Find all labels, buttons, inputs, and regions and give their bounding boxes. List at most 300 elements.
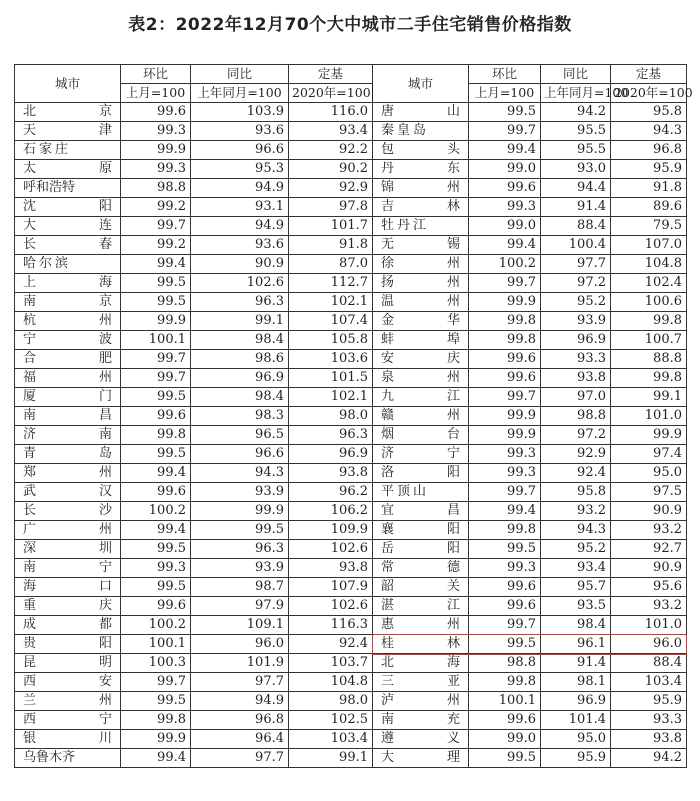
city-cell-right: 牡丹江: [373, 217, 469, 236]
yoy-header-right: 同比: [541, 65, 611, 84]
mom-cell-left: 100.2: [121, 616, 191, 635]
mom-header-right: 环比: [469, 65, 541, 84]
base-cell-right: 95.6: [611, 578, 687, 597]
yoy-cell-right: 97.0: [541, 388, 611, 407]
mom-cell-right: 99.3: [469, 559, 541, 578]
mom-cell-left: 100.2: [121, 502, 191, 521]
base-cell-left: 103.6: [289, 350, 373, 369]
yoy-cell-left: 93.9: [191, 559, 289, 578]
base-cell-left: 112.7: [289, 274, 373, 293]
mom-cell-right: 99.3: [469, 198, 541, 217]
base-cell-left: 87.0: [289, 255, 373, 274]
city-cell-left: 太 原: [15, 160, 121, 179]
table-row: [15, 160, 687, 179]
mom-cell-left: 99.5: [121, 274, 191, 293]
table-header: [15, 65, 693, 103]
table-row: [15, 274, 687, 293]
yoy-subheader-right: 上年同月=100: [541, 84, 611, 103]
city-header-right: 城市: [373, 65, 469, 103]
yoy-cell-right: 93.3: [541, 350, 611, 369]
base-cell-right: 101.0: [611, 407, 687, 426]
table-row: [15, 616, 687, 635]
yoy-cell-left: 94.9: [191, 217, 289, 236]
mom-cell-left: 99.9: [121, 312, 191, 331]
mom-cell-right: 99.5: [469, 635, 541, 654]
city-cell-left: 福 州: [15, 369, 121, 388]
yoy-cell-left: 101.9: [191, 654, 289, 673]
base-cell-left: 101.5: [289, 369, 373, 388]
base-cell-left: 93.4: [289, 122, 373, 141]
yoy-cell-left: 93.6: [191, 122, 289, 141]
mom-cell-left: 99.4: [121, 464, 191, 483]
city-cell-left: 北 京: [15, 103, 121, 122]
table-row: [15, 331, 687, 350]
city-cell-left: 大 连: [15, 217, 121, 236]
base-cell-left: 102.1: [289, 388, 373, 407]
mom-cell-left: 98.8: [121, 179, 191, 198]
base-cell-right: 99.8: [611, 369, 687, 388]
mom-cell-left: 100.1: [121, 331, 191, 350]
city-cell-right: 金 华: [373, 312, 469, 331]
table-row: [15, 540, 687, 559]
mom-cell-right: 99.6: [469, 369, 541, 388]
yoy-cell-right: 93.0: [541, 160, 611, 179]
mom-cell-left: 99.3: [121, 122, 191, 141]
yoy-cell-right: 92.9: [541, 445, 611, 464]
city-cell-right: 锦 州: [373, 179, 469, 198]
mom-cell-left: 99.9: [121, 730, 191, 749]
city-cell-right: 遵 义: [373, 730, 469, 749]
yoy-cell-right: 95.7: [541, 578, 611, 597]
mom-cell-right: 99.7: [469, 122, 541, 141]
yoy-cell-right: 93.9: [541, 312, 611, 331]
yoy-cell-right: 97.2: [541, 274, 611, 293]
mom-cell-right: 99.4: [469, 141, 541, 160]
mom-cell-left: 99.5: [121, 293, 191, 312]
city-cell-right: 温 州: [373, 293, 469, 312]
yoy-cell-right: 98.8: [541, 407, 611, 426]
city-cell-left: 哈尔滨: [15, 255, 121, 274]
city-cell-left: 重 庆: [15, 597, 121, 616]
base-cell-left: 98.0: [289, 692, 373, 711]
city-cell-left: 武 汉: [15, 483, 121, 502]
base-cell-left: 102.6: [289, 540, 373, 559]
table-row: [15, 464, 687, 483]
city-cell-left: 银 川: [15, 730, 121, 749]
yoy-cell-left: 96.6: [191, 445, 289, 464]
city-cell-right: 蚌 埠: [373, 331, 469, 350]
yoy-cell-left: 98.7: [191, 578, 289, 597]
base-cell-right: 90.9: [611, 502, 687, 521]
city-cell-right: 常 德: [373, 559, 469, 578]
mom-cell-right: 99.7: [469, 388, 541, 407]
mom-cell-right: 99.3: [469, 445, 541, 464]
yoy-cell-right: 96.9: [541, 692, 611, 711]
table-row: [15, 312, 687, 331]
mom-cell-right: 99.7: [469, 274, 541, 293]
base-cell-left: 91.8: [289, 236, 373, 255]
mom-cell-right: 99.0: [469, 160, 541, 179]
city-cell-left: 贵 阳: [15, 635, 121, 654]
table-row: [15, 388, 687, 407]
base-cell-left: 96.9: [289, 445, 373, 464]
city-cell-right: 岳 阳: [373, 540, 469, 559]
mom-cell-right: 99.8: [469, 312, 541, 331]
mom-cell-left: 99.4: [121, 521, 191, 540]
city-cell-right: 安 庆: [373, 350, 469, 369]
yoy-cell-left: 96.5: [191, 426, 289, 445]
base-cell-right: 97.5: [611, 483, 687, 502]
page-title: 表2：2022年12月70个大中城市二手住宅销售价格指数: [128, 15, 572, 35]
base-cell-left: 98.0: [289, 407, 373, 426]
base-cell-right: 93.8: [611, 730, 687, 749]
yoy-cell-left: 96.4: [191, 730, 289, 749]
city-cell-right: 南 充: [373, 711, 469, 730]
base-cell-left: 103.4: [289, 730, 373, 749]
mom-cell-right: 100.2: [469, 255, 541, 274]
yoy-cell-right: 94.2: [541, 103, 611, 122]
city-cell-right: 扬 州: [373, 274, 469, 293]
base-cell-left: 96.3: [289, 426, 373, 445]
mom-cell-right: 98.8: [469, 654, 541, 673]
mom-cell-left: 99.6: [121, 483, 191, 502]
table-row: [15, 597, 687, 616]
base-cell-left: 92.4: [289, 635, 373, 654]
city-cell-right: 赣 州: [373, 407, 469, 426]
mom-cell-left: 99.6: [121, 407, 191, 426]
mom-cell-left: 99.4: [121, 749, 191, 768]
city-cell-right: 包 头: [373, 141, 469, 160]
mom-cell-left: 100.1: [121, 635, 191, 654]
city-cell-right: 九 江: [373, 388, 469, 407]
table-row: [15, 749, 687, 768]
yoy-cell-right: 94.4: [541, 179, 611, 198]
yoy-cell-left: 99.5: [191, 521, 289, 540]
table-row: [15, 141, 687, 160]
base-cell-left: 107.9: [289, 578, 373, 597]
city-cell-left: 上 海: [15, 274, 121, 293]
mom-cell-left: 99.4: [121, 255, 191, 274]
base-cell-right: 79.5: [611, 217, 687, 236]
base-cell-right: 93.2: [611, 597, 687, 616]
yoy-cell-left: 103.9: [191, 103, 289, 122]
yoy-cell-right: 91.4: [541, 654, 611, 673]
mom-cell-right: 99.9: [469, 426, 541, 445]
yoy-cell-left: 102.6: [191, 274, 289, 293]
city-cell-left: 南 京: [15, 293, 121, 312]
table-row: [15, 521, 687, 540]
base-cell-right: 88.8: [611, 350, 687, 369]
city-cell-left: 长 沙: [15, 502, 121, 521]
city-cell-left: 海 口: [15, 578, 121, 597]
city-cell-right: 宜 昌: [373, 502, 469, 521]
base-cell-left: 116.3: [289, 616, 373, 635]
yoy-cell-right: 88.4: [541, 217, 611, 236]
base-cell-right: 100.6: [611, 293, 687, 312]
mom-cell-right: 99.3: [469, 464, 541, 483]
base-subheader-right: 2020年=100: [611, 84, 687, 103]
yoy-cell-left: 96.0: [191, 635, 289, 654]
city-cell-right: 吉 林: [373, 198, 469, 217]
yoy-subheader-left: 上年同月=100: [191, 84, 289, 103]
table-row: [15, 179, 687, 198]
mom-cell-right: 99.5: [469, 540, 541, 559]
base-cell-right: 92.7: [611, 540, 687, 559]
city-cell-left: 深 圳: [15, 540, 121, 559]
base-cell-left: 90.2: [289, 160, 373, 179]
yoy-cell-left: 94.9: [191, 179, 289, 198]
table-row: [15, 578, 687, 597]
city-cell-left: 呼和浩特: [15, 179, 121, 198]
city-cell-right: 徐 州: [373, 255, 469, 274]
mom-cell-right: 99.6: [469, 711, 541, 730]
city-cell-left: 兰 州: [15, 692, 121, 711]
table-row: [15, 654, 687, 673]
mom-cell-right: 99.6: [469, 350, 541, 369]
mom-cell-left: 99.6: [121, 597, 191, 616]
mom-subheader-left: 上月=100: [121, 84, 191, 103]
city-cell-left: 南 昌: [15, 407, 121, 426]
table-row: [15, 483, 687, 502]
city-cell-right: 秦皇岛: [373, 122, 469, 141]
base-cell-right: 94.3: [611, 122, 687, 141]
base-cell-right: 103.4: [611, 673, 687, 692]
mom-cell-right: 99.9: [469, 407, 541, 426]
mom-cell-right: 100.1: [469, 692, 541, 711]
city-cell-left: 济 南: [15, 426, 121, 445]
city-cell-right: 泉 州: [373, 369, 469, 388]
base-cell-right: 95.9: [611, 160, 687, 179]
base-cell-right: 99.8: [611, 312, 687, 331]
yoy-cell-left: 96.3: [191, 540, 289, 559]
mom-cell-right: 99.8: [469, 673, 541, 692]
yoy-cell-left: 94.3: [191, 464, 289, 483]
mom-cell-left: 99.7: [121, 217, 191, 236]
base-cell-right: 104.8: [611, 255, 687, 274]
mom-cell-left: 100.3: [121, 654, 191, 673]
base-cell-left: 102.1: [289, 293, 373, 312]
table-row: [15, 445, 687, 464]
mom-cell-left: 99.8: [121, 426, 191, 445]
mom-cell-right: 99.4: [469, 236, 541, 255]
city-cell-right: 洛 阳: [373, 464, 469, 483]
mom-cell-right: 99.5: [469, 749, 541, 768]
base-cell-right: 99.9: [611, 426, 687, 445]
city-cell-left: 乌鲁木齐: [15, 749, 121, 768]
table-row: [15, 407, 687, 426]
city-cell-left: 厦 门: [15, 388, 121, 407]
table-row: [15, 217, 687, 236]
yoy-cell-right: 93.8: [541, 369, 611, 388]
yoy-cell-left: 93.9: [191, 483, 289, 502]
mom-cell-right: 99.7: [469, 616, 541, 635]
yoy-cell-left: 98.4: [191, 388, 289, 407]
mom-cell-right: 99.6: [469, 597, 541, 616]
table-row: [15, 673, 687, 692]
city-cell-right: 襄 阳: [373, 521, 469, 540]
base-cell-left: 93.8: [289, 559, 373, 578]
city-cell-left: 沈 阳: [15, 198, 121, 217]
base-cell-left: 103.7: [289, 654, 373, 673]
yoy-cell-right: 95.2: [541, 293, 611, 312]
yoy-cell-right: 97.7: [541, 255, 611, 274]
base-cell-left: 97.8: [289, 198, 373, 217]
city-cell-right: 韶 关: [373, 578, 469, 597]
base-cell-left: 96.2: [289, 483, 373, 502]
yoy-cell-right: 95.2: [541, 540, 611, 559]
yoy-cell-left: 96.3: [191, 293, 289, 312]
city-cell-right: 桂 林: [373, 635, 469, 654]
base-header-left: 定基: [289, 65, 373, 84]
yoy-cell-left: 97.7: [191, 749, 289, 768]
base-cell-left: 106.2: [289, 502, 373, 521]
yoy-cell-left: 96.6: [191, 141, 289, 160]
base-cell-left: 99.1: [289, 749, 373, 768]
yoy-cell-left: 96.9: [191, 369, 289, 388]
mom-cell-left: 99.9: [121, 141, 191, 160]
yoy-cell-left: 99.1: [191, 312, 289, 331]
yoy-cell-right: 95.5: [541, 122, 611, 141]
city-cell-right: 湛 江: [373, 597, 469, 616]
base-cell-right: 96.8: [611, 141, 687, 160]
city-header-left: 城市: [15, 65, 121, 103]
base-cell-right: 99.1: [611, 388, 687, 407]
city-cell-right: 丹 东: [373, 160, 469, 179]
city-cell-left: 宁 波: [15, 331, 121, 350]
yoy-cell-right: 97.2: [541, 426, 611, 445]
mom-cell-right: 99.7: [469, 483, 541, 502]
yoy-cell-left: 98.3: [191, 407, 289, 426]
city-cell-left: 杭 州: [15, 312, 121, 331]
yoy-cell-right: 96.9: [541, 331, 611, 350]
base-cell-right: 101.0: [611, 616, 687, 635]
base-cell-right: 102.4: [611, 274, 687, 293]
city-cell-right: 济 宁: [373, 445, 469, 464]
table-row: [15, 198, 687, 217]
base-cell-left: 109.9: [289, 521, 373, 540]
table-row: [15, 692, 687, 711]
table-row: [15, 293, 687, 312]
table-row: [15, 255, 687, 274]
city-cell-left: 合 肥: [15, 350, 121, 369]
yoy-cell-right: 91.4: [541, 198, 611, 217]
yoy-cell-right: 93.5: [541, 597, 611, 616]
mom-cell-left: 99.3: [121, 160, 191, 179]
mom-cell-right: 99.9: [469, 293, 541, 312]
yoy-cell-right: 95.0: [541, 730, 611, 749]
base-cell-right: 93.2: [611, 521, 687, 540]
table-row: [15, 730, 687, 749]
yoy-cell-right: 101.4: [541, 711, 611, 730]
base-subheader-left: 2020年=100: [289, 84, 373, 103]
table-row: [15, 369, 687, 388]
yoy-cell-right: 98.1: [541, 673, 611, 692]
yoy-cell-right: 92.4: [541, 464, 611, 483]
base-cell-right: 90.9: [611, 559, 687, 578]
yoy-cell-right: 96.1: [541, 635, 611, 654]
yoy-cell-right: 95.9: [541, 749, 611, 768]
mom-cell-right: 99.6: [469, 578, 541, 597]
base-cell-right: 96.0: [611, 635, 687, 654]
city-cell-right: 泸 州: [373, 692, 469, 711]
base-cell-left: 116.0: [289, 103, 373, 122]
mom-subheader-right: 上月=100: [469, 84, 541, 103]
table-row: [15, 711, 687, 730]
city-cell-left: 西 安: [15, 673, 121, 692]
yoy-cell-right: 98.4: [541, 616, 611, 635]
mom-cell-left: 99.6: [121, 103, 191, 122]
mom-cell-left: 99.5: [121, 692, 191, 711]
base-cell-right: 89.6: [611, 198, 687, 217]
base-cell-right: 100.7: [611, 331, 687, 350]
yoy-cell-right: 95.5: [541, 141, 611, 160]
table-row: [15, 426, 687, 445]
city-cell-left: 郑 州: [15, 464, 121, 483]
table-row: [15, 350, 687, 369]
city-cell-left: 长 春: [15, 236, 121, 255]
mom-cell-right: 99.6: [469, 179, 541, 198]
yoy-cell-right: 93.4: [541, 559, 611, 578]
table-row: [15, 502, 687, 521]
mom-cell-left: 99.2: [121, 198, 191, 217]
base-cell-left: 101.7: [289, 217, 373, 236]
yoy-cell-left: 93.6: [191, 236, 289, 255]
yoy-cell-left: 109.1: [191, 616, 289, 635]
mom-cell-left: 99.5: [121, 388, 191, 407]
mom-cell-left: 99.7: [121, 369, 191, 388]
city-cell-right: 唐 山: [373, 103, 469, 122]
city-cell-left: 广 州: [15, 521, 121, 540]
yoy-cell-left: 90.9: [191, 255, 289, 274]
base-cell-right: 88.4: [611, 654, 687, 673]
yoy-cell-left: 99.9: [191, 502, 289, 521]
base-cell-left: 102.6: [289, 597, 373, 616]
base-cell-left: 105.8: [289, 331, 373, 350]
yoy-cell-left: 98.6: [191, 350, 289, 369]
mom-cell-right: 99.8: [469, 331, 541, 350]
yoy-cell-left: 97.9: [191, 597, 289, 616]
yoy-cell-left: 94.9: [191, 692, 289, 711]
base-cell-right: 95.9: [611, 692, 687, 711]
city-cell-right: 三 亚: [373, 673, 469, 692]
mom-cell-right: 99.0: [469, 217, 541, 236]
city-cell-left: 成 都: [15, 616, 121, 635]
yoy-cell-right: 100.4: [541, 236, 611, 255]
base-cell-right: 94.2: [611, 749, 687, 768]
base-cell-right: 95.0: [611, 464, 687, 483]
city-cell-left: 天 津: [15, 122, 121, 141]
mom-cell-left: 99.7: [121, 673, 191, 692]
yoy-cell-left: 98.4: [191, 331, 289, 350]
base-cell-right: 95.8: [611, 103, 687, 122]
city-cell-left: 石家庄: [15, 141, 121, 160]
mom-cell-left: 99.5: [121, 540, 191, 559]
base-cell-left: 104.8: [289, 673, 373, 692]
mom-cell-right: 99.4: [469, 502, 541, 521]
price-index-table: [14, 64, 693, 768]
base-cell-right: 93.3: [611, 711, 687, 730]
table-row: [15, 236, 687, 255]
base-cell-left: 107.4: [289, 312, 373, 331]
mom-cell-left: 99.3: [121, 559, 191, 578]
mom-cell-right: 99.8: [469, 521, 541, 540]
city-cell-left: 西 宁: [15, 711, 121, 730]
city-cell-left: 昆 明: [15, 654, 121, 673]
yoy-cell-left: 95.3: [191, 160, 289, 179]
mom-cell-left: 99.8: [121, 711, 191, 730]
city-cell-right: 无 锡: [373, 236, 469, 255]
city-cell-left: 南 宁: [15, 559, 121, 578]
